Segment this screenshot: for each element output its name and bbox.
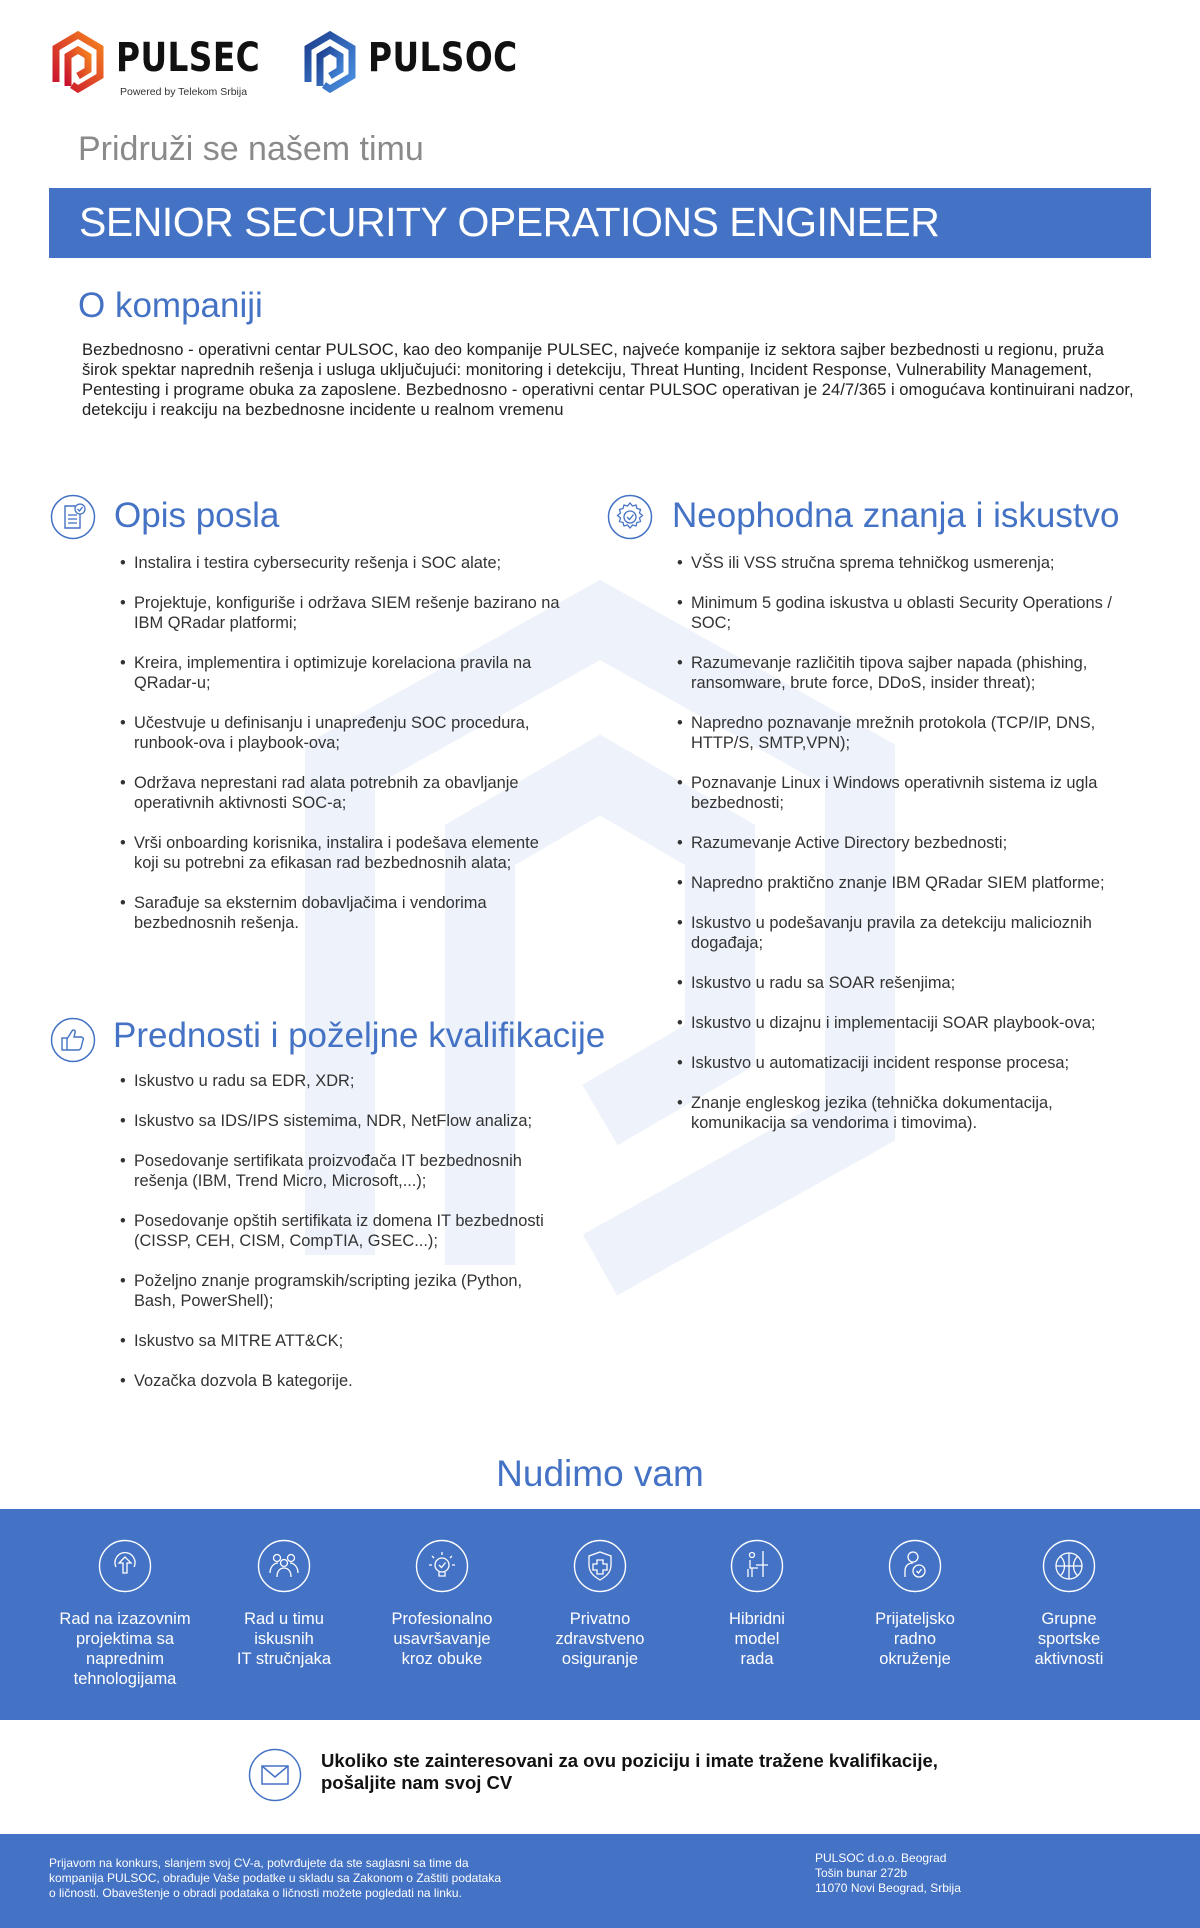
bullet-icon: • <box>677 874 683 892</box>
list-item-text: Učestvuje u definisanju i unapređenju SOC procedura, runbook-ova i playbook-ova; <box>134 714 530 752</box>
list-item-text: Iskustvo u podešavanju pravila za detekciju malicioznih događaja; <box>691 914 1092 952</box>
benefit-item <box>209 1539 359 1669</box>
about-heading: O kompaniji <box>78 286 263 325</box>
health-shield-icon <box>573 1539 627 1593</box>
benefit-label-line: Privatno <box>569 1610 631 1628</box>
bullet-icon: • <box>120 594 126 612</box>
list-item <box>120 1271 560 1311</box>
list-item-text: Minimum 5 godina iskustva u oblasti Security Operations / SOC; <box>691 594 1112 632</box>
list-item-text: Iskustvo u radu sa EDR, XDR; <box>134 1072 355 1090</box>
list-item-text: Posedovanje sertifikata proizvođača IT bezbednosnih rešenja (IBM, Trend Micro, Microsoft,...); <box>134 1152 522 1190</box>
tagline: Pridruži se našem timu <box>78 130 424 168</box>
list-item <box>120 1111 560 1131</box>
pulsec-subtitle: Powered by Telekom Srbija <box>120 86 248 98</box>
document-check-icon <box>50 494 96 540</box>
address-line: PULSOC d.o.o. Beograd <box>815 1851 947 1865</box>
bullet-icon: • <box>120 1272 126 1290</box>
bullet-icon: • <box>677 974 683 992</box>
benefit-label-line: okruženje <box>879 1650 951 1668</box>
bullet-icon: • <box>120 654 126 672</box>
list-item <box>677 713 1147 753</box>
benefits-band <box>0 1509 1200 1720</box>
list-item <box>677 833 1147 853</box>
bullet-icon: • <box>120 1372 126 1390</box>
list-item-text: Posedovanje opštih sertifikata iz domena IT bezbednosti (CISSP, CEH, CISM, CompTIA, GSEC...); <box>134 1212 544 1250</box>
envelope-icon[interactable] <box>248 1748 302 1802</box>
bullet-icon: • <box>120 894 126 912</box>
list-item-text: Održava neprestani rad alata potrebnih za obavljanje operativnih aktivnosti SOC-a; <box>134 774 519 812</box>
list-item <box>677 773 1147 813</box>
benefit-label-line: projektima sa <box>75 1630 175 1648</box>
benefit-label-line: Hibridni <box>729 1610 785 1628</box>
list-item-text: Vrši onboarding korisnika, instalira i podešava elemente koji su potrebni za efikasan rad bezbednosnih alata; <box>134 834 539 872</box>
list-item-text: Iskustvo u automatizaciji incident response procesa; <box>691 1054 1070 1072</box>
address-line: Tošin bunar 272b <box>815 1866 908 1880</box>
advantages-heading: Prednosti i poželjne kvalifikacije <box>113 1016 606 1055</box>
benefit-item <box>682 1539 832 1669</box>
list-item <box>120 773 560 813</box>
list-item <box>120 833 560 873</box>
list-item <box>677 1013 1147 1033</box>
bullet-icon: • <box>677 654 683 672</box>
benefit-label-line: usavršavanje <box>393 1630 491 1648</box>
apply-text <box>321 1750 938 1794</box>
list-item-text: Iskustvo u radu sa SOAR rešenjima; <box>691 974 956 992</box>
benefit-label-line: aktivnosti <box>1034 1650 1104 1668</box>
list-item-text: Vozačka dozvola B kategorije. <box>134 1372 353 1390</box>
list-item <box>677 913 1147 953</box>
bullet-icon: • <box>677 554 683 572</box>
list-item-text: Napredno praktično znanje IBM QRadar SIEM platforme; <box>691 874 1105 892</box>
list-item <box>120 1211 560 1251</box>
pulsec-wordmark: PULSEC <box>116 35 261 81</box>
list-item-text: Napredno poznavanje mrežnih protokola (TCP/IP, DNS, HTTP/S, SMTP,VPN); <box>691 714 1096 752</box>
benefit-label-line: Rad na izazovnim <box>59 1610 191 1628</box>
list-item-text: Iskustvo sa MITRE ATT&CK; <box>134 1332 344 1350</box>
list-item <box>120 713 560 753</box>
bullet-icon: • <box>120 834 126 852</box>
pulsec-hex-icon <box>50 30 106 96</box>
bullet-icon: • <box>120 714 126 732</box>
list-item-text: VŠS ili VSS stručna sprema tehničkog usmerenja; <box>691 554 1055 572</box>
benefit-item <box>840 1539 990 1669</box>
desk-worker-icon <box>730 1539 784 1593</box>
bullet-icon: • <box>120 554 126 572</box>
bullet-icon: • <box>677 914 683 932</box>
requirements-heading: Neophodna znanja i iskustvo <box>672 496 1120 535</box>
list-item <box>120 1371 560 1391</box>
team-icon <box>257 1539 311 1593</box>
basketball-icon <box>1042 1539 1096 1593</box>
list-item-text: Iskustvo sa IDS/IPS sistemima, NDR, NetFlow analiza; <box>134 1112 533 1130</box>
advantages-list <box>120 1071 560 1411</box>
list-item-text: Kreira, implementira i optimizuje korelaciona pravila na QRadar-u; <box>134 654 532 692</box>
bullet-icon: • <box>120 1152 126 1170</box>
benefit-label-line: model <box>734 1630 780 1648</box>
apply-line-2: pošaljite nam svoj CV <box>321 1772 513 1793</box>
bullet-icon: • <box>677 774 683 792</box>
person-check-icon <box>888 1539 942 1593</box>
list-item <box>677 873 1147 893</box>
benefit-label-line: Prijateljsko <box>875 1610 955 1628</box>
bullet-icon: • <box>120 1212 126 1230</box>
list-item <box>120 1151 560 1191</box>
benefit-label-line: iskusnih <box>254 1630 314 1648</box>
list-item <box>677 1053 1147 1073</box>
benefit-label-line: rada <box>740 1650 774 1668</box>
address-line: 11070 Novi Beograd, Srbija <box>815 1881 961 1895</box>
list-item <box>677 973 1147 993</box>
job-title: SENIOR SECURITY OPERATIONS ENGINEER <box>79 199 940 245</box>
bullet-icon: • <box>677 594 683 612</box>
list-item-text: Razumevanje različitih tipova sajber napada (phishing, ransomware, brute force, DDoS, insider threat); <box>691 654 1088 692</box>
bullet-icon: • <box>677 714 683 732</box>
list-item <box>120 553 560 573</box>
list-item <box>677 553 1147 573</box>
benefit-label-line: naprednim <box>86 1650 164 1668</box>
benefit-item <box>50 1539 200 1689</box>
bullet-icon: • <box>120 1112 126 1130</box>
list-item <box>677 653 1147 693</box>
thumbs-up-icon <box>50 1017 96 1063</box>
requirements-list <box>677 553 1147 1153</box>
gear-check-icon <box>607 494 653 540</box>
list-item-text: Iskustvo u dizajnu i implementaciji SOAR playbook-ova; <box>691 1014 1096 1032</box>
job-description-heading: Opis posla <box>114 496 280 535</box>
benefit-label-line: sportske <box>1037 1630 1101 1648</box>
about-text: Bezbednosno - operativni centar PULSOC, kao deo kompanije PULSEC, najveće kompanije iz sektora sajber bezbednosti u regionu, pruža širok spektar naprednih rešenja i usluga uključujući: monitoring i detekciju, Threat Hunting, Incident Response, Vulnerability Management, Pentesting i programe obuka za zaposlene. Bezbednosno - operativni centar PULSOC operativan je 24/7/365 i omogućava kontinuirani nadzor, detekciju i reakciju na bezbednosne incidente u realnom vremenu <box>82 340 1134 419</box>
bullet-icon: • <box>120 1332 126 1350</box>
gear-arrow-up-icon <box>98 1539 152 1593</box>
benefit-label-line: kroz obuke <box>401 1650 483 1668</box>
lightbulb-icon <box>415 1539 469 1593</box>
benefit-label-line: radno <box>893 1630 937 1648</box>
job-description-list <box>120 553 560 953</box>
privacy-disclaimer[interactable] <box>49 1856 569 1901</box>
benefit-item <box>525 1539 675 1669</box>
bullet-icon: • <box>677 1054 683 1072</box>
benefit-label-line: osiguranje <box>561 1650 639 1668</box>
list-item-text: Poželjno znanje programskih/scripting jezika (Python, Bash, PowerShell); <box>134 1272 523 1310</box>
list-item-text: Projektuje, konfiguriše i održava SIEM rešenje bazirano na IBM QRadar platformi; <box>134 594 560 632</box>
bullet-icon: • <box>677 1094 683 1112</box>
benefit-label-line: IT stručnjaka <box>236 1650 332 1668</box>
benefit-item <box>994 1539 1144 1669</box>
list-item <box>120 653 560 693</box>
list-item-text: Razumevanje Active Directory bezbednosti; <box>691 834 1008 852</box>
list-item-text: Poznavanje Linux i Windows operativnih sistema iz ugla bezbednosti; <box>691 774 1098 812</box>
list-item-text: Instalira i testira cybersecurity rešenja i SOC alate; <box>134 554 502 572</box>
pulsoc-wordmark: PULSOC <box>368 35 518 81</box>
company-address <box>815 1851 961 1896</box>
list-item <box>120 1331 560 1351</box>
benefit-label-line: Rad u timu <box>244 1610 324 1628</box>
benefit-label-line: Grupne <box>1041 1610 1097 1628</box>
bullet-icon: • <box>120 1072 126 1090</box>
bullet-icon: • <box>120 774 126 792</box>
benefit-item <box>367 1539 517 1669</box>
list-item <box>120 1071 560 1091</box>
apply-line-1: Ukoliko ste zainteresovani za ovu poziciju i imate tražene kvalifikacije, <box>321 1750 938 1771</box>
list-item-text: Znanje engleskog jezika (tehnička dokumentacija, komunikacija sa vendorima i timovima). <box>691 1094 1053 1132</box>
disclaimer-line: kompanija PULSOC, obrađuje Vaše podatke u skladu sa Zakonom o Zaštiti podataka <box>49 1871 502 1885</box>
list-item <box>120 593 560 633</box>
bullet-icon: • <box>677 834 683 852</box>
bullet-icon: • <box>677 1014 683 1032</box>
pulsoc-hex-icon <box>302 30 358 96</box>
footer <box>0 1834 1200 1928</box>
list-item-text: Sarađuje sa eksternim dobavljačima i vendorima bezbednosnih rešenja. <box>134 894 487 932</box>
list-item <box>677 593 1147 633</box>
offer-heading: Nudimo vam <box>496 1453 704 1494</box>
disclaimer-line: Prijavom na konkurs, slanjem svoj CV-a, potvrđujete da ste saglasni sa time da <box>49 1856 469 1870</box>
disclaimer-line: o ličnosti. Obaveštenje o obradi podataka o ličnosti možete pogledati na linku. <box>49 1886 462 1900</box>
benefit-label-line: Profesionalno <box>391 1610 493 1628</box>
list-item <box>677 1093 1147 1133</box>
benefit-label-line: zdravstveno <box>555 1630 645 1648</box>
list-item <box>120 893 560 933</box>
benefit-label-line: tehnologijama <box>73 1670 177 1688</box>
